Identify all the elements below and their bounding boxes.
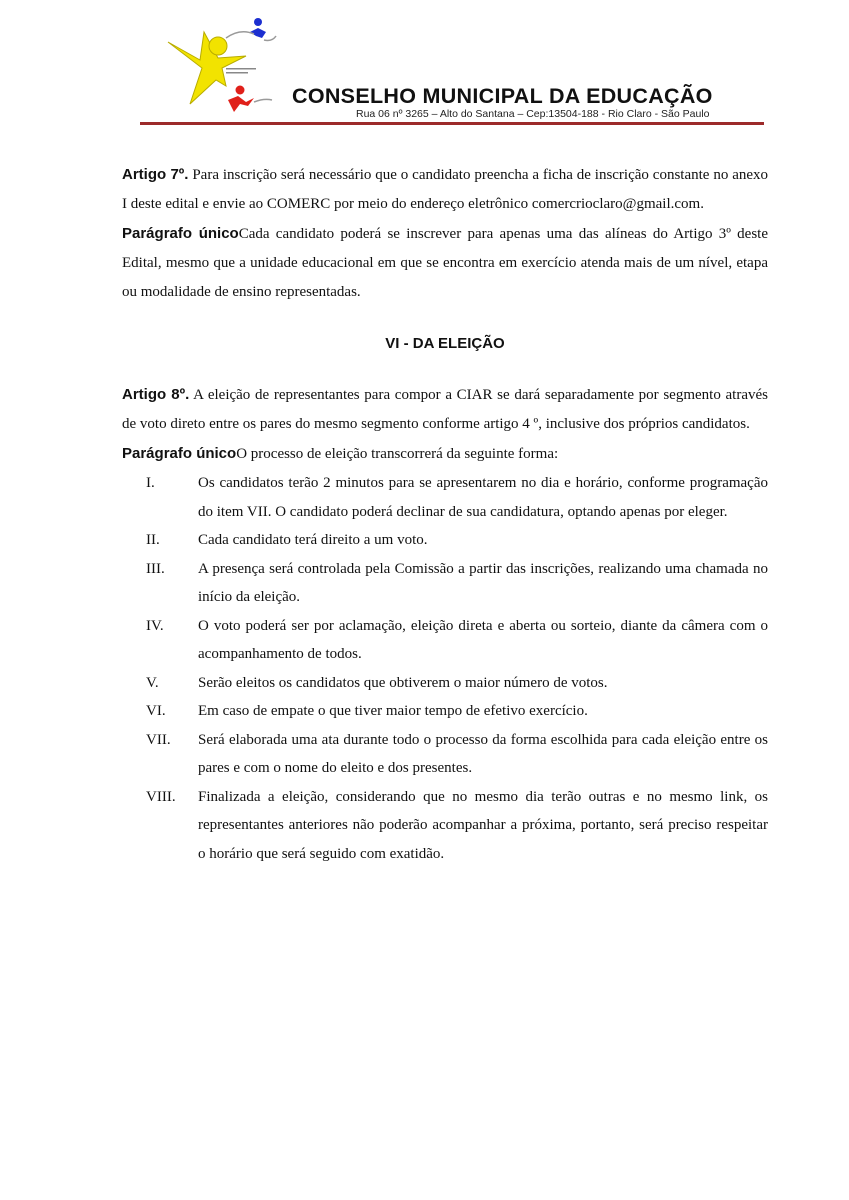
item-number: VIII.	[146, 788, 176, 805]
artigo-8-paragraph	[122, 380, 768, 439]
item-number: II.	[146, 532, 160, 548]
section-title: VI - DA ELEIÇÃO	[385, 335, 505, 352]
list-item	[122, 697, 768, 726]
list-item	[122, 669, 768, 698]
list-item	[122, 612, 768, 669]
item-number: IV.	[146, 617, 164, 634]
document-body	[122, 160, 768, 868]
item-number: I.	[146, 475, 155, 491]
item-text: Serão eleitos os candidatos que obtiverem o maior número de votos.	[198, 674, 608, 691]
item-text: Cada candidato terá direito a um voto.	[198, 532, 428, 548]
item-text: O voto poderá ser por aclamação, eleição direta e aberta ou sorteio, diante da câmera com o acompanhamento de todos.	[198, 617, 768, 662]
artigo-7-paragrafo-unico	[122, 219, 768, 307]
list-item	[122, 783, 768, 869]
artigo-8-text: A eleição de representantes para compor a CIAR se dará separadamente por segmento através de voto direto entre os pares do mesmo segmento conforme artigo 4 º, inclusive dos próprios candidatos.	[122, 387, 768, 432]
paragrafo-unico-text: Cada candidato poderá se inscrever para apenas uma das alíneas do Artigo 3º deste Edital, mesmo que a unidade educacional em que se encontra em exercício atenda mais de um nível, etapa ou modalidade de ensino representadas.	[122, 226, 768, 300]
item-number: V.	[146, 674, 159, 691]
item-text: Será elaborada uma ata durante todo o processo da forma escolhida para cada eleição entre os pares e com o nome do eleito e dos presentes.	[198, 731, 768, 776]
header-divider	[140, 122, 764, 125]
list-item	[122, 726, 768, 783]
item-text: Os candidatos terão 2 minutos para se apresentarem no dia e horário, conforme programação do item VII. O candidato poderá declinar de sua candidatura, optando apenas por eleger.	[198, 475, 768, 520]
item-text: Em caso de empate o que tiver maior tempo de efetivo exercício.	[198, 703, 588, 719]
artigo-8-label: Artigo 8º.	[122, 386, 190, 403]
artigo-7-label: Artigo 7º.	[122, 166, 189, 183]
paragrafo-unico-label: Parágrafo único	[122, 445, 237, 462]
artigo-8-paragrafo-unico	[122, 439, 768, 469]
paragrafo-unico-label: Parágrafo único	[122, 225, 239, 242]
artigo-7-paragraph	[122, 160, 768, 219]
letterhead	[0, 0, 849, 140]
item-text: Finalizada a eleição, considerando que no mesmo dia terão outras e no mesmo link, os representantes anteriores não poderão acompanhar a próxima, portanto, será preciso respeitar o horário que será seguido com exatidão.	[198, 788, 768, 862]
item-number: III.	[146, 560, 165, 577]
star-figure-logo-icon	[160, 16, 290, 116]
list-item	[122, 526, 768, 555]
organization-title: CONSELHO MUNICIPAL DA EDUCAÇÃO	[292, 84, 713, 108]
artigo-7-text: Para inscrição será necessário que o candidato preencha a ficha de inscrição constante no anexo I deste edital e envie ao COMERC por meio do endereço eletrônico comercrioclaro@gmail.com.	[122, 167, 769, 212]
item-text: A presença será controlada pela Comissão a partir das inscrições, realizando uma chamada no início da eleição.	[198, 560, 768, 605]
paragrafo-unico-text: O processo de eleição transcorrerá da seguinte forma:	[236, 446, 559, 462]
item-number: VII.	[146, 731, 171, 748]
organization-address: Rua 06 nº 3265 – Alto do Santana – Cep:13504-188 - Rio Claro - São Paulo	[356, 108, 710, 120]
election-procedure-list	[122, 469, 768, 868]
item-number: VI.	[146, 703, 166, 719]
list-item	[122, 469, 768, 526]
list-item	[122, 555, 768, 612]
